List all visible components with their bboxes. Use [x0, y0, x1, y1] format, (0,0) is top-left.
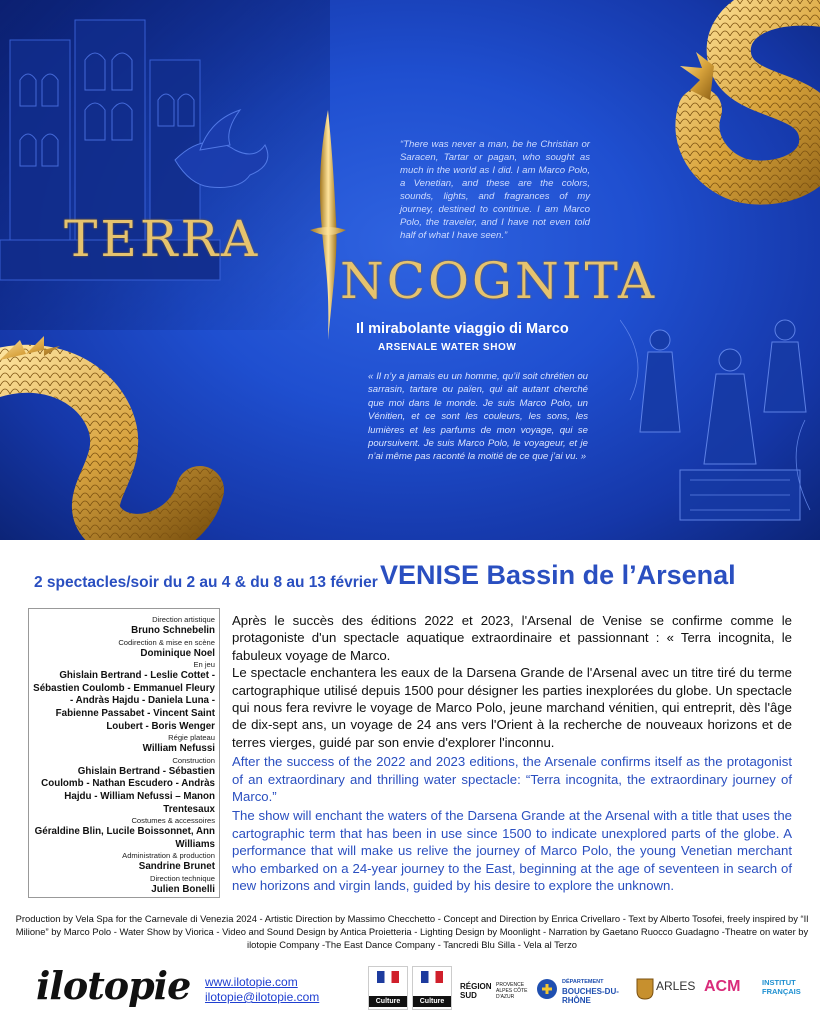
sponsor-label: DÉPARTEMENT: [562, 979, 604, 985]
credit-names: William Nefussi: [142, 743, 215, 755]
french-flag-icon: [377, 971, 399, 983]
credit-names: Géraldine Blin, Lucile Boissonnet, Ann Williams: [34, 826, 215, 850]
credit-role: En jeu: [193, 660, 215, 670]
credit-entry: [33, 615, 215, 638]
arles-logo: [636, 978, 654, 1005]
credit-entry: [33, 874, 215, 897]
bouches-du-rhone-icon: [536, 978, 558, 1000]
sponsor-label: Culture: [369, 996, 407, 1007]
institut-francais-logo: [762, 978, 812, 996]
credit-role: Régie plateau: [168, 733, 215, 743]
sponsor-label: Culture: [413, 996, 451, 1007]
bouches-du-rhone-logo: [536, 978, 558, 1005]
credit-names: Julien Bonelli: [151, 883, 215, 895]
ilotopie-logo: ilotopie: [36, 963, 191, 1008]
credit-entry: [33, 660, 215, 733]
event-venue: VENISE Bassin de l’Arsenal: [380, 560, 736, 590]
venetian-palace-illustration: [0, 0, 330, 330]
bouches-du-rhone-text: [562, 978, 632, 1005]
credit-role: Codirection & mise en scène: [118, 637, 215, 647]
title-terra: TERRA: [64, 210, 261, 268]
credit-role: Construction: [172, 755, 215, 765]
body-text: [232, 612, 792, 895]
golden-dragon-bottom-left: [0, 330, 240, 540]
show-subtitle: Il mirabolante viaggio di Marco: [356, 321, 569, 337]
credit-names: Bruno Schnebelin: [131, 625, 215, 636]
quote-english: “There was never a man, be he Christian or Saracen, Tartar or pagan, who sought as much in the world as I did. I am Marco Polo, a Venetian, and these are the colors, sounds, lights, and fragrances of my journey, destined to continue. I am Marco Polo, the traveler, and I have not even told half of what I have seen.”: [400, 139, 590, 241]
body-paragraph-en: The show will enchant the waters of the Darsena Grande at the Arsenal with a title that uses the cartographic term that has been in use since 1500 to indicate unexplored parts of the globe. A performance that will make us relive the journey of Marco Polo, the young Venetian merchant who embarked on a 24-year journey to the East, beginning at the age of seventeen in search of new horizons and virgin lands, guided by his desire to explore the unknown.: [232, 808, 792, 894]
body-paragraph-fr: Le spectacle enchantera les eaux de la Darsena Grande de l'Arsenal avec un titre tiré du terme cartographique utilisé depuis 1500 pour désigner les parties inexplorées du globe. Un spectacle qui nous fera revivre le voyage de Marco Polo, jeune marchand vénitien, qui entreprit, dès l'âge de dix-sept ans, un voyage de 24 ans vers l'Orient à la recherche de nouveaux horizons et de terres vierges, guidé par son envie d'explorer l'inconnu.: [232, 665, 792, 750]
credit-names: Sandrine Brunet: [138, 861, 215, 873]
credit-entry: [33, 756, 215, 816]
credit-entry: [33, 816, 215, 851]
contact-block: [205, 975, 319, 1005]
credit-role: Costumes & accessoires: [131, 816, 215, 826]
sponsor-label: RÉGION SUD: [460, 982, 492, 1000]
credit-names: Ghislain Bertrand - Sébastien Coulomb - Nathan Escudero - Andràs Hajdu - William Nefussi – Manon Trentesaux: [41, 765, 215, 815]
figures-illustration: [620, 300, 820, 540]
event-headline: [26, 560, 806, 600]
credits-box: [28, 608, 220, 898]
sponsor-label: INSTITUT FRANÇAIS: [762, 978, 801, 996]
website-link[interactable]: www.ilotopie.com: [205, 975, 298, 989]
sponsor-label: BOUCHES-DU-RHÔNE: [562, 987, 619, 1005]
provence-logo: [496, 982, 534, 1000]
ministere-culture-logo: [412, 966, 452, 1010]
title-incognita: NCOGNITA: [340, 252, 658, 310]
credit-role: Administration & production: [122, 851, 215, 861]
credit-role: Direction technique: [149, 873, 215, 883]
credit-names: Ghislain Bertrand - Leslie Cottet - Sébastien Coulomb - Emmanuel Fleury - Andràs Hajdu - Daniela Luna - Fabienne Passabet - Vincent Saint Loubert - Boris Wenger: [33, 670, 215, 732]
sponsor-label: ACM: [704, 978, 741, 995]
acm-logo: [704, 978, 740, 996]
event-dates: 2 spectacles/soir du 2 au 4 & du 8 au 13 février: [34, 574, 378, 591]
body-paragraph-en: After the success of the 2022 and 2023 editions, the Arsenale confirms itself as the protagonist of an extraordinary and thrilling water spectacle: “Terra incognita, the extraordinary journey of Marco.”: [232, 754, 792, 805]
credit-role: Direction artistique: [152, 615, 215, 624]
credit-entry: [33, 851, 215, 874]
quote-french: « Il n’y a jamais eu un homme, qu’il soit chrétien ou sarrasin, tartare ou païen, qui ait autant cherché que moi dans le monde. Je suis Marco Polo, un Vénitien, et ce sont les couleurs, les sons, les lumières et les parfums de mon voyage, qui se poursuivent. Je suis Marco Polo, le voyageur, et je n’ai même pas raconté la moitié de ce que j’ai vu. »: [368, 371, 588, 463]
sponsor-label: PROVENCE ALPES CÔTE D'AZUR: [496, 982, 528, 1000]
body-paragraph-fr: Après le succès des éditions 2022 et 2023, l'Arsenal de Venise se confirme comme le protagoniste d'un spectacle aquatique extraordinaire et passionnant : « Terra incognita, le fabuleux voyage de Marco.: [232, 613, 792, 663]
sponsor-label: ARLES: [656, 979, 696, 993]
credit-entry: [33, 638, 215, 661]
email-link[interactable]: ilotopie@ilotopie.com: [205, 990, 320, 1004]
french-flag-icon: [421, 971, 443, 983]
golden-dragon-top-right: [570, 0, 820, 220]
arles-crest-icon: [636, 978, 654, 1000]
ministere-culture-logo: [368, 966, 408, 1010]
sponsor-logos: [368, 964, 812, 1014]
credit-entry: [33, 733, 215, 756]
arles-text: [656, 979, 696, 993]
production-credits: Production by Vela Spa for the Carnevale di Venezia 2024 - Artistic Direction by Massimo Checchetto - Concept and Direction by Enrica Crivellaro - Text by Alberto Tosofei, freely inspired by “Il Milione” by Marco Polo - Water Show by Viorica - Video and Sound Design by Antica Proietteria - Lighting Design by Moonlight - Narration by Gaetano Ruocco Guadagno -Theatre on water by ilotopie Company -The East Dance Company - Tancredi Blu Silla - Vela al Terzo: [15, 913, 809, 950]
credit-names: Dominique Noel: [140, 647, 215, 659]
show-tagline: ARSENALE WATER SHOW: [378, 342, 517, 353]
